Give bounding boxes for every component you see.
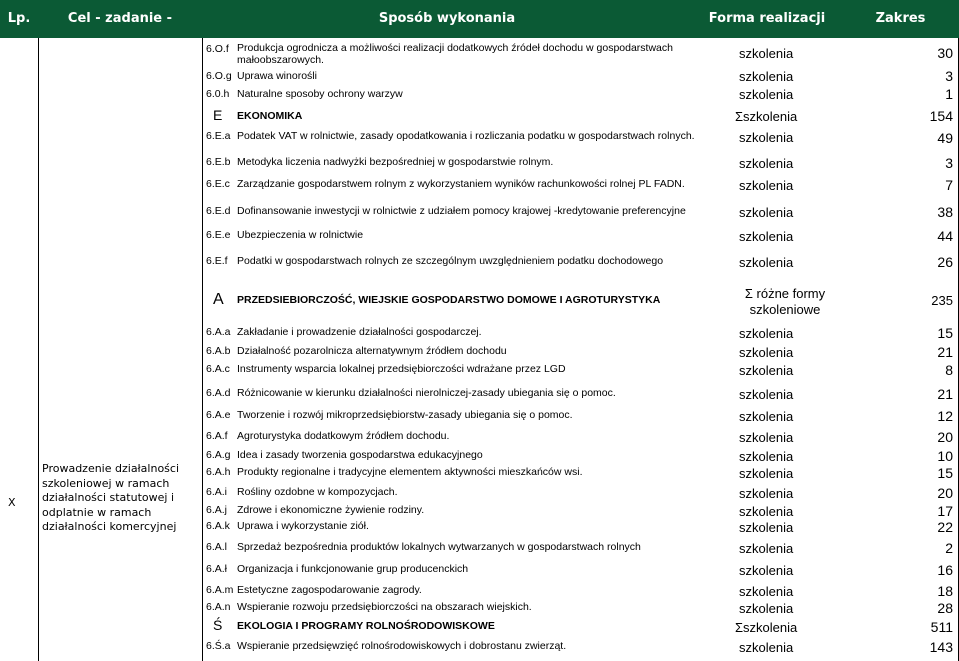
row-description: Podatki w gospodarstwach rolnych ze szczególnym uwzględnieniem podatku dochodowego <box>237 255 664 267</box>
row-code: Ś <box>213 617 223 633</box>
row-forma: szkolenia <box>739 387 794 402</box>
row-description: Różnicowanie w kierunku działalności nierolniczej-zasady ubiegania się o pomoc. <box>237 387 616 399</box>
row-code: 6.A.ł <box>206 563 228 575</box>
row-code: 6.A.l <box>206 541 228 553</box>
row-code: 6.A.g <box>206 449 231 461</box>
row-description: Naturalne sposoby ochrony warzyw <box>237 88 403 100</box>
row-description: Zdrowe i ekonomiczne żywienie rodziny. <box>237 504 425 516</box>
row-description: EKONOMIKA <box>237 110 303 122</box>
row-zakres: 38 <box>937 204 953 220</box>
row-zakres: 3 <box>945 68 953 84</box>
row-forma: szkolenia <box>739 449 794 464</box>
row-zakres: 22 <box>937 519 953 535</box>
row-description: Rośliny ozdobne w kompozycjach. <box>237 486 398 498</box>
row-zakres: 15 <box>937 325 953 341</box>
row-zakres: 44 <box>937 228 953 244</box>
row-description: Zakładanie i prowadzenie działalności gospodarczej. <box>237 326 482 338</box>
row-description: Podatek VAT w rolnictwie, zasady opodatkowania i rozliczania podatku w gospodarstwach rolnych. <box>237 130 695 142</box>
row-zakres: 1 <box>945 86 953 102</box>
row-code: 6.A.b <box>206 345 231 357</box>
row-forma: szkolenia <box>739 563 794 578</box>
row-code: 6.A.k <box>206 520 230 532</box>
row-description: EKOLOGIA I PROGRAMY ROLNOŚRODOWISKOWE <box>237 620 495 632</box>
row-forma: szkolenia <box>739 584 794 599</box>
row-description: Wspieranie przedsięwzięć rolnośrodowiskowych i dobrostanu zwierząt. <box>237 640 567 652</box>
row-zakres: 10 <box>937 448 953 464</box>
row-description: Produkcja ogrodnicza a możliwości realizacji dodatkowych źródeł dochodu w gospodarstwach małoobszarowych. <box>237 42 673 66</box>
row-description: Zarządzanie gospodarstwem rolnym z wykorzystaniem wyników rachunkowości rolnej PL FADN. <box>237 178 685 190</box>
column-divider <box>202 38 203 661</box>
row-code: 6.A.i <box>206 486 228 498</box>
row-zakres: 20 <box>937 429 953 445</box>
row-description: Idea i zasady tworzenia gospodarstwa edukacyjnego <box>237 449 483 461</box>
row-code: E <box>213 107 223 123</box>
row-zakres: 143 <box>929 639 953 655</box>
row-forma: szkolenia <box>739 46 794 61</box>
row-code: 6.E.d <box>206 205 231 217</box>
row-forma: szkolenia <box>739 466 794 481</box>
header-sposob: Sposób wykonania <box>378 11 516 26</box>
row-code: 6.A.h <box>206 466 231 478</box>
row-forma: szkolenia <box>739 326 794 341</box>
row-code: A <box>213 291 224 308</box>
row-forma: szkolenia <box>739 255 794 270</box>
row-description: PRZEDSIEBIORCZOŚĆ, WIEJSKIE GOSPODARSTWO DOMOWE I AGROTURYSTYKA <box>237 294 661 306</box>
row-description: Agroturystyka dodatkowym źródłem dochodu. <box>237 430 450 442</box>
row-description: Ubezpieczenia w rolnictwie <box>237 229 364 241</box>
row-forma: szkolenia <box>739 486 794 501</box>
row-code: 6.E.b <box>206 156 231 168</box>
header-cel: Cel - zadanie - zamierzenie <box>67 11 173 64</box>
row-forma: szkolenia <box>739 229 794 244</box>
row-zakres: 12 <box>937 408 953 424</box>
row-zakres: 21 <box>937 386 953 402</box>
row-code: 6.A.d <box>206 387 231 399</box>
row-code: 6.O.f <box>206 43 229 55</box>
row-code: 6.A.f <box>206 430 228 442</box>
header-zakres: Zakres <box>875 11 926 26</box>
row-code: 6.A.c <box>206 363 230 375</box>
goal-description: Prowadzenie działalności szkoleniowej w ramach działalności statutowej i odplatnie w ramach działalności komercyjnej <box>42 462 180 533</box>
row-description: Instrumenty wsparcia lokalnej przedsiębiorczości wdrażane przez LGD <box>237 363 566 375</box>
row-code: 6.A.e <box>206 409 231 421</box>
row-description: Działalność pozarolnicza alternatywnym źródłem dochodu <box>237 345 507 357</box>
row-forma: szkolenia <box>739 520 794 535</box>
row-zakres: 26 <box>937 254 953 270</box>
row-zakres: 49 <box>937 130 953 146</box>
row-code: 6.A.j <box>206 504 228 516</box>
row-code: 6.A.a <box>206 326 231 338</box>
row-zakres: 16 <box>937 562 953 578</box>
row-number: X <box>8 496 16 509</box>
row-description: Organizacja i funkcjonowanie grup producenckich <box>237 563 469 575</box>
row-code: 6.A.m <box>206 584 234 596</box>
row-code: 6.0.h <box>206 88 230 100</box>
row-description: Wspieranie rozwoju przedsiębiorczości na obszarach wiejskich. <box>237 601 532 613</box>
row-forma: szkolenia <box>739 130 794 145</box>
row-forma: Σ różne formy szkoleniowe <box>744 286 826 317</box>
row-zakres: 30 <box>937 45 953 61</box>
row-forma: szkolenia <box>739 640 794 655</box>
row-forma: szkolenia <box>739 409 794 424</box>
row-forma: szkolenia <box>739 363 794 378</box>
row-zakres: 235 <box>931 293 953 308</box>
row-zakres: 17 <box>937 503 953 519</box>
row-zakres: 154 <box>929 108 953 124</box>
row-code: 6.E.a <box>206 130 231 142</box>
row-description: Uprawa winorośli <box>237 70 317 82</box>
row-code: 6.E.e <box>206 229 231 241</box>
row-code: 6.O.g <box>206 70 232 82</box>
row-description: Tworzenie i rozwój mikroprzedsiębiorstw-zasady ubiegania się o pomoc. <box>237 409 573 421</box>
row-description: Dofinansowanie inwestycji w rolnictwie z udziałem pomocy krajowej -kredytowanie preferencyjne <box>237 205 686 217</box>
row-forma: szkolenia <box>739 430 794 445</box>
row-description: Estetyczne zagospodarowanie zagrody. <box>237 584 422 596</box>
row-zakres: 21 <box>937 344 953 360</box>
row-zakres: 18 <box>937 583 953 599</box>
row-code: 6.E.f <box>206 255 228 267</box>
row-zakres: 7 <box>945 177 953 193</box>
row-forma: Σszkolenia <box>735 109 798 124</box>
row-forma: szkolenia <box>739 87 794 102</box>
header-lp: Lp. <box>7 11 31 26</box>
row-description: Uprawa i wykorzystanie ziół. <box>237 520 369 532</box>
row-code: 6.A.n <box>206 601 231 613</box>
column-divider <box>38 38 39 661</box>
row-code: 6.Ś.a <box>206 640 231 652</box>
row-description: Sprzedaż bezpośrednia produktów lokalnych wytwarzanych w gospodarstwach rolnych <box>237 541 641 553</box>
row-zakres: 3 <box>945 155 953 171</box>
row-description: Produkty regionalne i tradycyjne elementem aktywności mieszkańców wsi. <box>237 466 583 478</box>
row-forma: szkolenia <box>739 504 794 519</box>
row-code: 6.E.c <box>206 178 230 190</box>
row-zakres: 8 <box>945 362 953 378</box>
row-zakres: 20 <box>937 485 953 501</box>
row-forma: szkolenia <box>739 541 794 556</box>
row-forma: szkolenia <box>739 178 794 193</box>
row-zakres: 511 <box>930 619 953 635</box>
row-forma: szkolenia <box>739 69 794 84</box>
row-forma: szkolenia <box>739 345 794 360</box>
row-description: Metodyka liczenia nadwyżki bezpośredniej w gospodarstwie rolnym. <box>237 156 554 168</box>
row-zakres: 2 <box>945 540 953 556</box>
row-forma: szkolenia <box>739 156 794 171</box>
row-forma: szkolenia <box>739 205 794 220</box>
row-forma: szkolenia <box>739 601 794 616</box>
row-zakres: 28 <box>937 600 953 616</box>
header-forma: Forma realizacji <box>708 11 826 26</box>
row-zakres: 15 <box>937 465 953 481</box>
row-forma: Σszkolenia <box>735 620 798 635</box>
